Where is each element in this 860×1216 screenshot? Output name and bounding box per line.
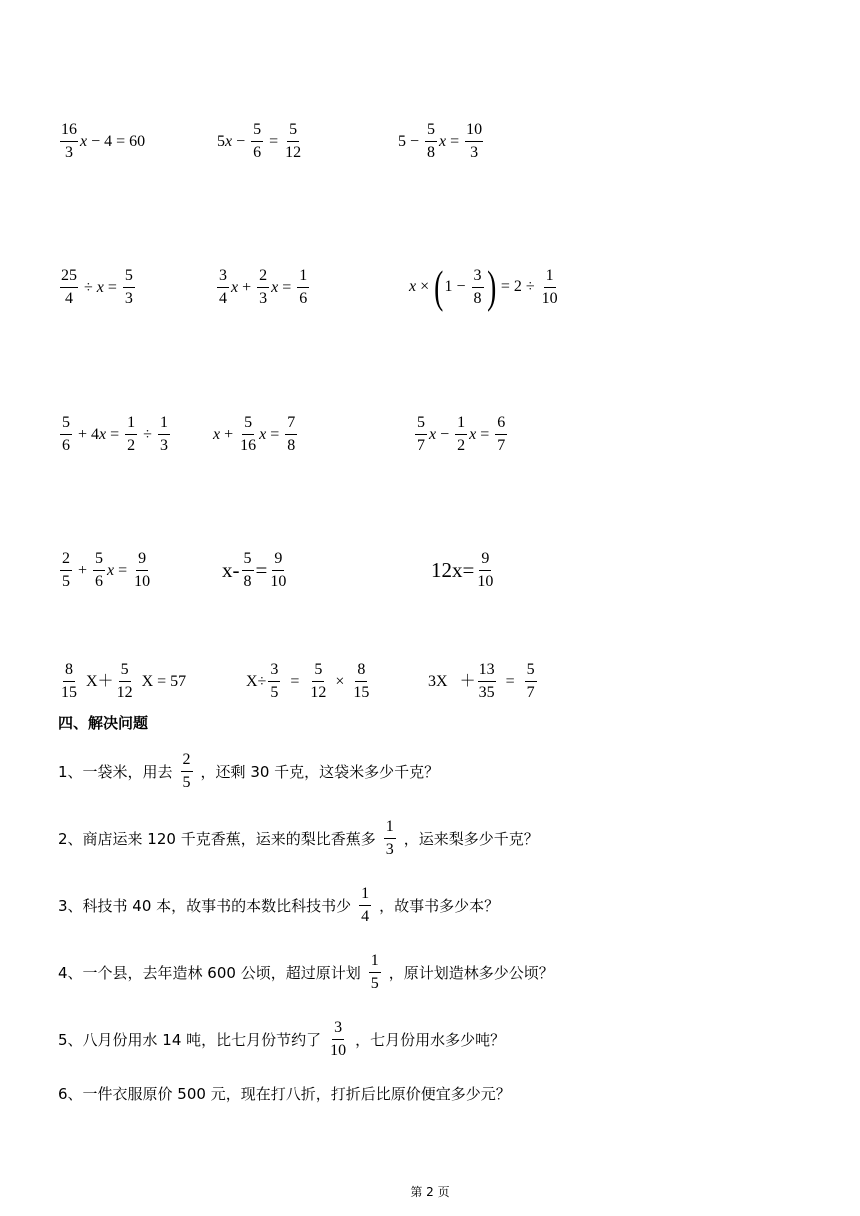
equation-1-3: 5 − $\frac{5}{8}$ x = $\frac{10}{3}$ bbox=[398, 121, 483, 161]
problem-2: 2、商店运来 120 千克香蕉，运来的梨比香蕉多 $\frac{1}{3}$ ，运来梨多少千克？ bbox=[58, 818, 539, 858]
section-title: 四、解决问题 bbox=[58, 714, 149, 732]
equation-5-2: X÷ $\frac{3}{5}$ = $\frac{5}{12}$ × $\frac{8}{15}$ bbox=[246, 661, 370, 701]
equation-2-3: x × ( 1 − $\frac{3}{8}$ ) = 2 ÷ $\frac{1}{10}$ bbox=[409, 261, 558, 312]
equation-3-1: $\frac{5}{6}$ + 4 x = $\frac{1}{2}$ ÷ $\frac{1}{3}$ bbox=[62, 414, 168, 454]
equation-4-2: x- $\frac{5}{8}$ = $\frac{9}{10}$ bbox=[222, 550, 287, 590]
problem-3: 3、科技书 40 本，故事书的本数比科技书少 $\frac{1}{4}$ ，故事书多少本？ bbox=[58, 885, 500, 925]
problem-4: 4、一个县，去年造林 600 公顷，超过原计划 $\frac{1}{5}$ ，原计划造林多少公顷？ bbox=[58, 952, 554, 992]
equation-5-3: 3X ＋ $\frac{13}{35}$ = $\frac{5}{7}$ bbox=[428, 661, 535, 701]
equation-5-1: $\frac{8}{15}$ X＋ $\frac{5}{12}$ X = 57 bbox=[61, 661, 187, 701]
equation-2-1: $\frac{25}{4}$ ÷ x = $\frac{5}{3}$ bbox=[61, 267, 133, 307]
equation-1-1: $\frac{16}{3}$ x − 4 = 60 bbox=[61, 121, 146, 161]
equation-4-1: $\frac{2}{5}$ + $\frac{5}{6}$ x = $\frac{9}{10}$ bbox=[62, 550, 151, 590]
problem-6: 6、一件衣服原价 500 元，现在打八折，打折后比原价便宜多少元？ bbox=[58, 1085, 511, 1103]
page-number: 第 2 页 bbox=[410, 1185, 450, 1199]
equation-4-3: 12x= $\frac{9}{10}$ bbox=[431, 550, 494, 590]
problem-5: 5、八月份用水 14 吨，比七月份节约了 $\frac{3}{10}$ ，七月份用水多少吨？ bbox=[58, 1019, 506, 1059]
equation-3-3: $\frac{5}{7}$ x − $\frac{1}{2}$ x = $\frac{6}{7}$ bbox=[417, 414, 506, 454]
equation-3-2: x + $\frac{5}{16}$ x = $\frac{7}{8}$ bbox=[213, 414, 296, 454]
problem-1: 1、一袋米，用去 $\frac{2}{5}$ ，还剩 30 千克，这袋米多少千克？ bbox=[58, 751, 440, 791]
equation-2-2: $\frac{3}{4}$ x + $\frac{2}{3}$ x = $\frac{1}{6}$ bbox=[219, 267, 308, 307]
equation-1-2: 5 x − $\frac{5}{6}$ = $\frac{5}{12}$ bbox=[217, 121, 302, 161]
